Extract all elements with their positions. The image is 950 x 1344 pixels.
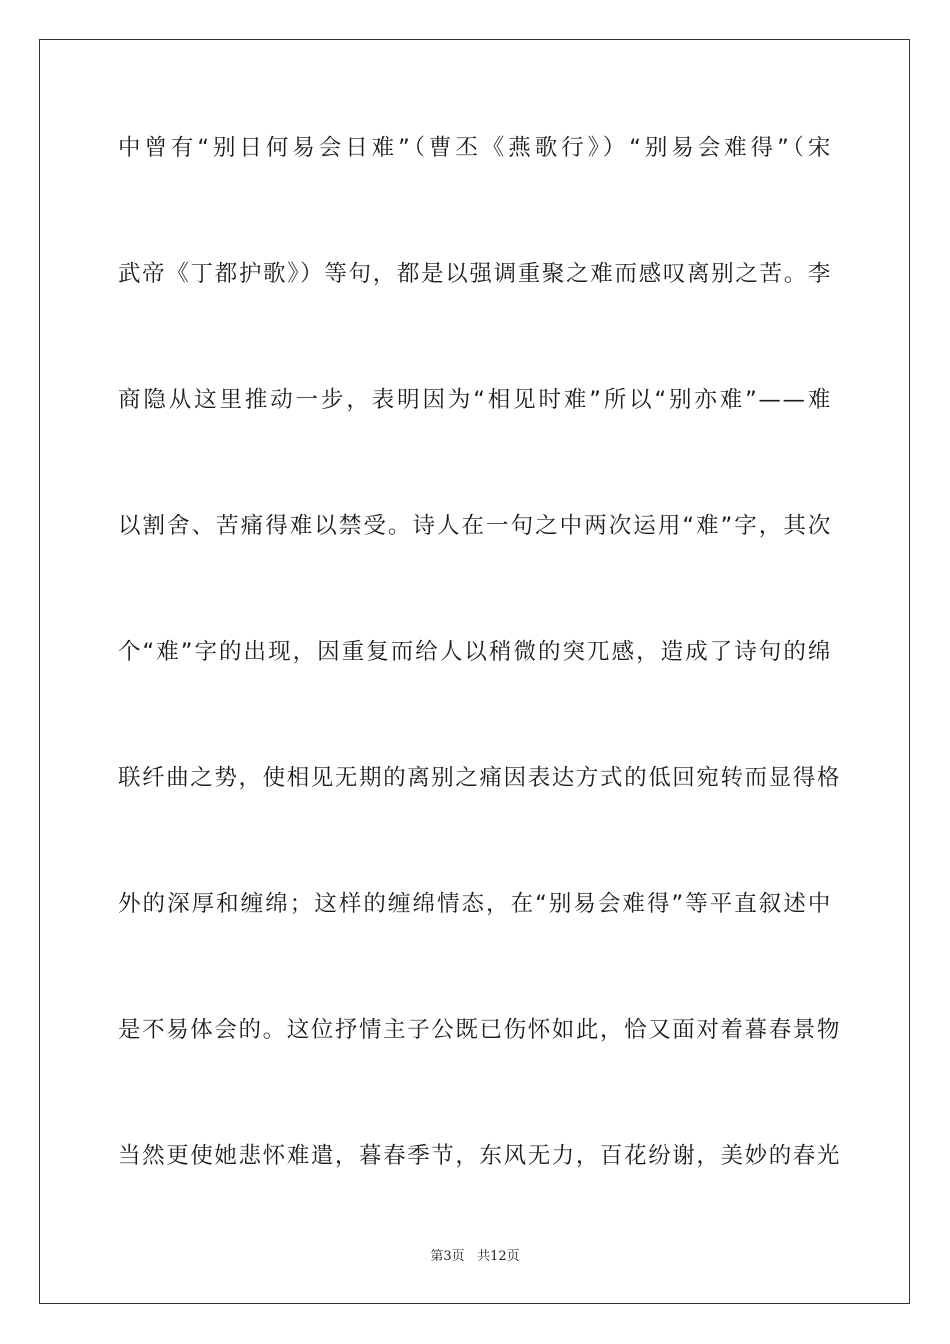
text-line: 外的深厚和缠绵；这样的缠绵情态，在“别易会难得”等平直叙述中 <box>118 891 832 917</box>
page-number: 第3页 <box>430 1249 465 1264</box>
text-line: 商隐从这里推动一步，表明因为“相见时难”所以“别亦难”——难 <box>118 387 832 413</box>
text-line: 当然更使她悲怀难遣，暮春季节，东风无力，百花纷谢，美妙的春光 <box>118 1143 842 1169</box>
page-footer <box>0 1249 950 1265</box>
text-line: 以割舍、苦痛得难以禁受。诗人在一句之中两次运用“难”字，其次 <box>118 513 832 539</box>
text-line: 中曾有“别日何易会日难”（曹丕《燕歌行》）“别易会难得”（宋 <box>118 135 832 161</box>
page-total: 共12页 <box>477 1249 520 1264</box>
text-line: 联纤曲之势，使相见无期的离别之痛因表达方式的低回宛转而显得格 <box>118 765 842 791</box>
text-line: 是不易体会的。这位抒情主子公既已伤怀如此，恰又面对着暮春景物 <box>118 1017 842 1043</box>
text-line: 个“难”字的出现，因重复而给人以稍微的突兀感，造成了诗句的绵 <box>118 639 832 665</box>
text-line: 武帝《丁都护歌》）等句，都是以强调重聚之难而感叹离别之苦。李 <box>118 261 832 287</box>
page-border <box>39 39 910 1304</box>
